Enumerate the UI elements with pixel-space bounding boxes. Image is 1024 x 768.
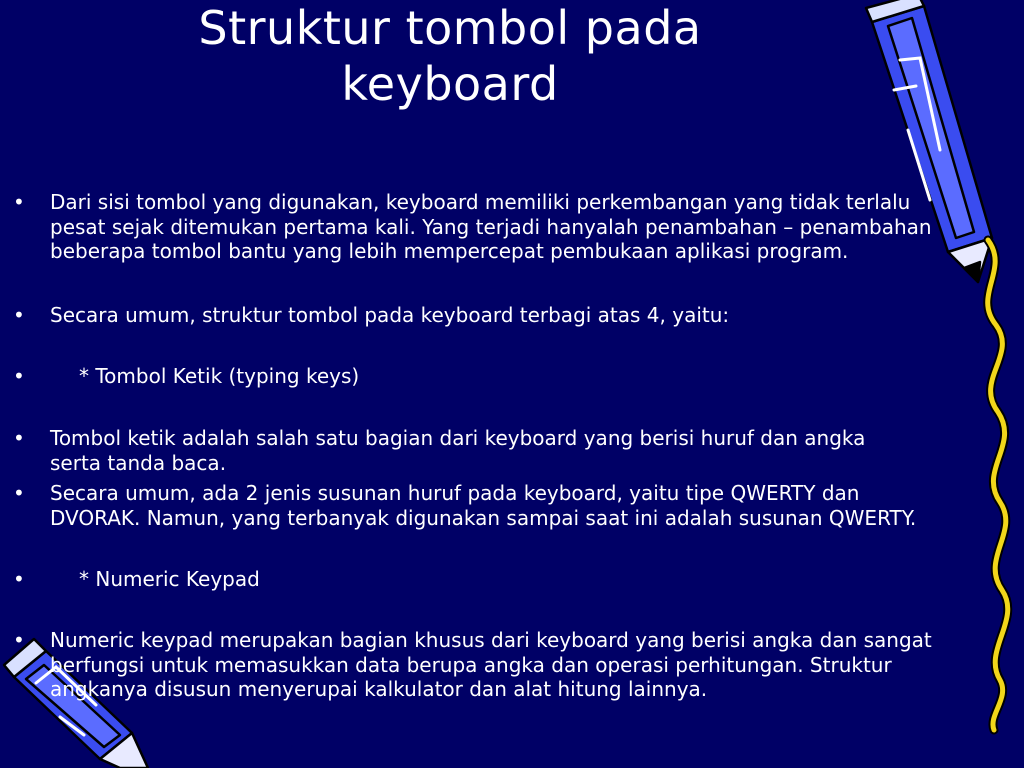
bullet-text xyxy=(50,426,865,475)
bullet-line: pesat sejak ditemukan pertama kali. Yang terjadi hanyalah penambahan – penambahan xyxy=(50,214,932,239)
bullet-line: Dari sisi tombol yang digunakan, keyboard memiliki perkembangan yang tidak terlalu xyxy=(50,190,911,214)
bullet-line: beberapa tombol bantu yang lebih mempercepat pembukaan aplikasi program. xyxy=(50,239,849,263)
bullet-line: Secara umum, struktur tombol pada keyboard terbagi atas 4, yaitu: xyxy=(50,303,730,327)
bullet-line: * Tombol Ketik (typing keys) xyxy=(79,364,360,388)
bullet-text xyxy=(50,567,260,592)
bullet-line: serta tanda baca. xyxy=(50,450,227,475)
bullet-marker: • xyxy=(13,426,25,450)
bullet-marker: • xyxy=(13,190,25,214)
bullet-marker: • xyxy=(13,628,25,652)
bullet-line: berfungsi untuk memasukkan data berupa angka dan operasi perhitungan. Struktur xyxy=(50,652,892,677)
bullet-text xyxy=(50,481,916,530)
bullet-marker: • xyxy=(13,567,25,591)
bullet-text xyxy=(50,364,359,389)
bullet-line: Numeric keypad merupakan bagian khusus dari keyboard yang berisi angka dan sangat xyxy=(50,628,932,652)
bullet-text xyxy=(50,303,729,328)
bullet-line: Secara umum, ada 2 jenis susunan huruf pada keyboard, yaitu tipe QWERTY dan xyxy=(50,481,860,505)
bullet-marker: • xyxy=(13,364,25,388)
bullet-line: Tombol ketik adalah salah satu bagian dari keyboard yang berisi huruf dan angka xyxy=(50,426,866,450)
bullet-line: angkanya disusun menyerupai kalkulator dan alat hitung lainnya. xyxy=(50,677,708,701)
slide-title-line: Struktur tombol pada xyxy=(198,1,702,55)
bullet-line: * Numeric Keypad xyxy=(79,567,260,591)
bullet-marker: • xyxy=(13,303,25,327)
bullet-marker: • xyxy=(13,481,25,505)
bullet-text xyxy=(50,190,932,264)
bullet-line: DVORAK. Namun, yang terbanyak digunakan sampai saat ini adalah susunan QWERTY. xyxy=(50,505,917,530)
slide-title-line: keyboard xyxy=(341,57,559,111)
bullet-text xyxy=(50,628,932,702)
